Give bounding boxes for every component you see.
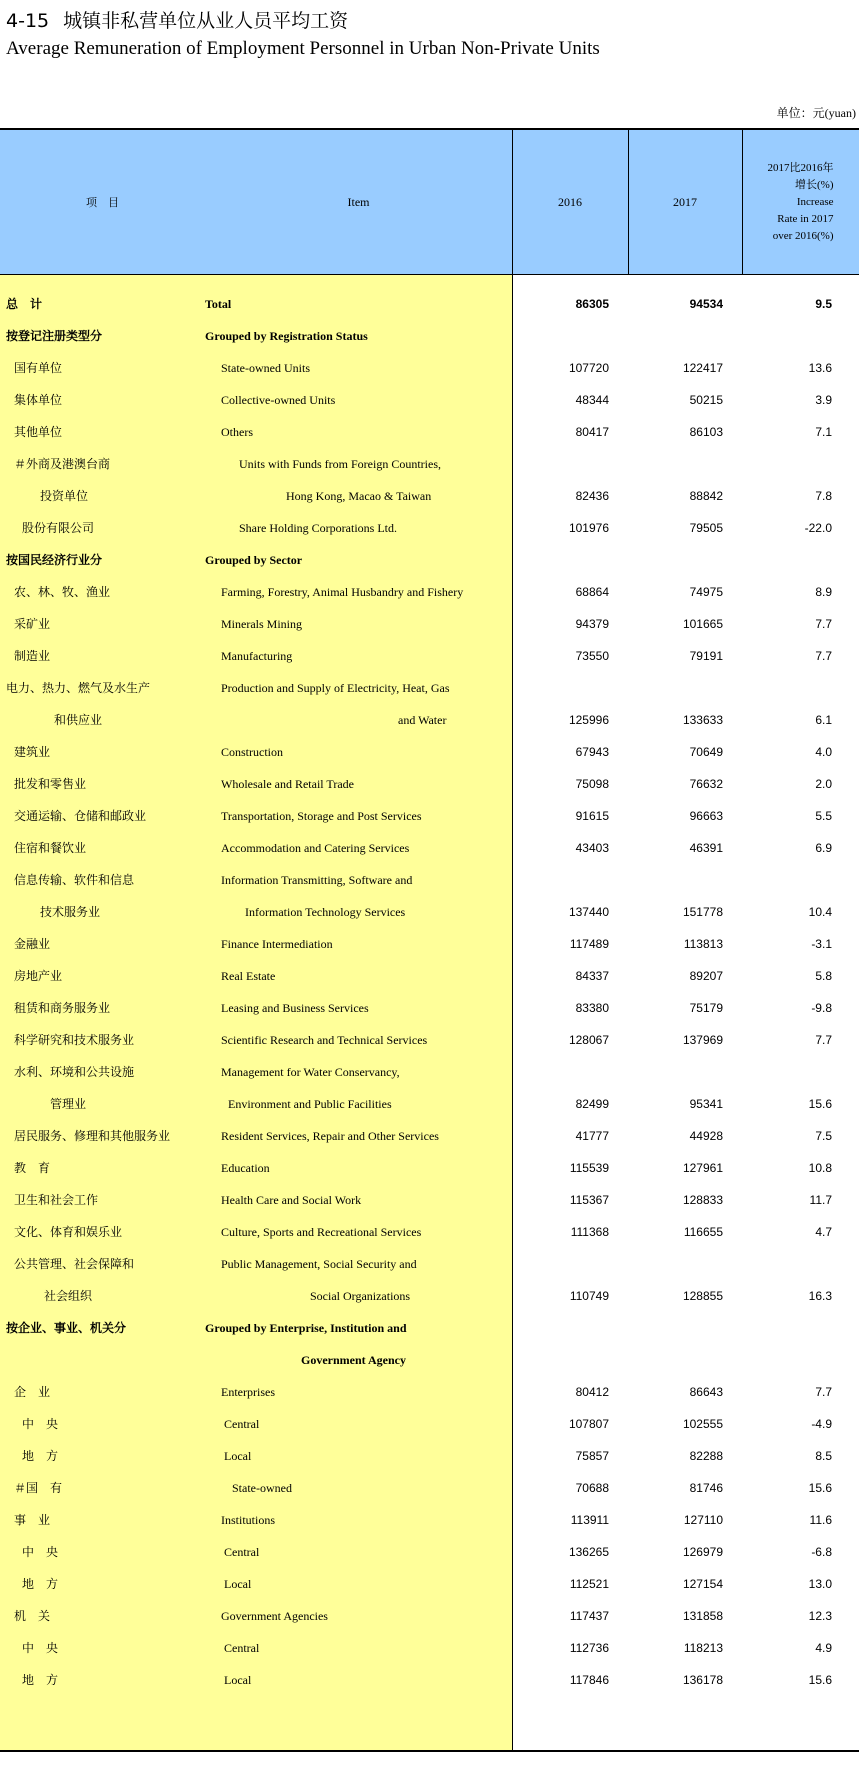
value-increase: 13.0 [808,1577,832,1591]
table-row [0,288,859,320]
value-increase: 15.6 [808,1673,832,1687]
value-2016: 70688 [575,1481,609,1495]
table-number: 4-15 [6,10,50,32]
row-label-cn: 金融业 [14,937,51,951]
header-increase [742,130,859,274]
row-label-cn: 和供应业 [54,713,103,727]
table-row [0,864,859,896]
value-2017: 79191 [689,649,723,663]
table-row [0,1088,859,1120]
value-2017: 131858 [682,1609,723,1623]
table-row [0,800,859,832]
value-increase: 3.9 [815,393,832,407]
value-2017: 46391 [689,841,723,855]
row-label-cn: 水利、环境和公共设施 [14,1065,135,1079]
table-row [0,736,859,768]
table-row [0,1472,859,1504]
row-label-en: Total [205,297,232,311]
value-2017: 133633 [682,713,723,727]
header-increase-line: 2017比2016年 [767,161,834,174]
value-2016: 117489 [569,937,609,951]
row-label-cn: 信息传输、软件和信息 [14,873,135,887]
table-row [0,384,859,416]
table-row [0,672,859,704]
value-increase: 7.7 [815,1385,832,1399]
row-label-en: Finance Intermediation [221,937,333,951]
value-2017: 88842 [689,489,723,503]
row-label-cn: 公共管理、社会保障和 [14,1257,135,1271]
table-row [0,1504,859,1536]
row-label-en: Grouped by Registration Status [205,329,368,343]
value-increase: 7.5 [815,1129,832,1143]
row-label-cn: 科学研究和技术服务业 [14,1033,135,1047]
row-label-cn: 按登记注册类型分 [6,329,103,343]
value-increase: 2.0 [815,777,832,791]
row-label-en: Education [221,1161,270,1175]
value-2016: 117437 [569,1609,609,1623]
row-label-en: Collective-owned Units [221,393,336,407]
value-2017: 50215 [689,393,723,407]
row-label-en: Hong Kong, Macao & Taiwan [286,489,432,503]
value-2017: 79505 [689,521,723,535]
value-2016: 128067 [568,1033,609,1047]
value-2017: 95341 [689,1097,723,1111]
value-2017: 151778 [682,905,723,919]
table-row [0,1664,859,1696]
header-2016: 2016 [558,194,582,209]
value-increase: 7.7 [815,649,832,663]
row-label-cn: 事 业 [14,1513,51,1527]
row-label-cn: 社会组织 [44,1289,93,1303]
row-label-cn: 地 方 [22,1449,59,1463]
value-increase: 6.1 [815,713,832,727]
value-increase: 7.7 [815,1033,832,1047]
row-label-cn: 总 计 [6,297,43,311]
row-label-en: Central [224,1641,260,1655]
value-2016: 115367 [569,1193,609,1207]
value-2017: 126979 [682,1545,723,1559]
row-label-en: State-owned Units [221,361,310,375]
row-label-en: Management for Water Conservancy, [221,1065,400,1079]
row-label-cn: 中 央 [22,1641,59,1655]
row-label-cn: 制造业 [14,649,51,663]
row-label-cn: 教 育 [14,1161,51,1175]
value-2016: 83380 [575,1001,609,1015]
row-label-en: and Water [398,713,447,727]
value-increase: 16.3 [808,1289,832,1303]
value-2017: 44928 [689,1129,723,1143]
row-label-en: Public Management, Social Security and [221,1257,417,1271]
row-label-cn: 技术服务业 [40,905,101,919]
row-label-cn: 按企业、事业、机关分 [6,1321,127,1335]
row-label-cn: 股份有限公司 [22,521,95,535]
row-label-cn: 卫生和社会工作 [14,1193,99,1207]
value-2016: 117846 [569,1673,609,1687]
table-row [0,608,859,640]
value-2016: 111368 [570,1225,609,1239]
table-row [0,832,859,864]
table-row [0,544,859,576]
value-2017: 127154 [682,1577,723,1591]
table-row [0,1568,859,1600]
row-label-en: Minerals Mining [221,617,302,631]
table-row [0,704,859,736]
row-label-en: Transportation, Storage and Post Services [221,809,422,823]
row-label-cn: 企 业 [14,1385,51,1399]
table-row [0,1248,859,1280]
header-2017: 2017 [673,194,697,209]
table-row [0,352,859,384]
table-title-cn [6,6,348,33]
value-2017: 74975 [689,585,723,599]
table-bottom-rule [0,1750,859,1752]
value-increase: 7.7 [815,617,832,631]
header-increase-line: Increase [796,195,834,208]
value-2016: 113911 [570,1513,609,1527]
value-2016: 94379 [575,617,609,631]
row-label-en: Government Agency [301,1353,406,1367]
table-row [0,896,859,928]
table-title-en: Average Remuneration of Employment Personnel in Urban Non-Private Units [6,38,600,59]
table-body [0,288,859,1696]
value-2016: 41777 [575,1129,609,1143]
table-row [0,448,859,480]
row-label-en: Others [221,425,253,439]
row-label-cn: 其他单位 [14,425,63,439]
table-row [0,1376,859,1408]
value-increase: 15.6 [808,1481,832,1495]
value-increase: 11.7 [809,1193,832,1207]
value-increase: 7.8 [815,489,832,503]
table-row [0,1344,859,1376]
data-table [0,128,859,1750]
table-row [0,1024,859,1056]
table-row [0,576,859,608]
value-2016: 84337 [575,969,609,983]
table-row [0,1536,859,1568]
row-label-cn: 房地产业 [14,969,63,983]
row-label-en: Culture, Sports and Recreational Services [221,1225,422,1239]
row-label-en: Local [224,1577,252,1591]
value-2016: 101976 [568,521,609,535]
row-label-cn: 居民服务、修理和其他服务业 [14,1129,171,1143]
table-row [0,992,859,1024]
value-2017: 70649 [689,745,723,759]
value-increase: 4.7 [815,1225,832,1239]
value-increase: 5.5 [815,809,832,823]
value-increase: -3.1 [811,937,832,951]
value-2017: 127961 [682,1161,723,1175]
row-label-cn: ＃外商及港澳台商 [14,457,111,471]
header-item-en: Item [347,194,370,209]
table-row [0,512,859,544]
value-increase: 4.0 [815,745,832,759]
value-2016: 125996 [568,713,609,727]
column-divider [628,130,629,275]
row-label-cn: 农、林、牧、渔业 [14,585,111,599]
value-2016: 112521 [569,1577,609,1591]
value-increase: 6.9 [815,841,832,855]
row-label-en: Health Care and Social Work [221,1193,362,1207]
row-label-en: Information Transmitting, Software and [221,873,413,887]
row-label-cn: 文化、体育和娱乐业 [14,1225,123,1239]
row-label-cn: 住宿和餐饮业 [14,841,87,855]
header-item-cn: 项 目 [86,196,119,209]
value-2017: 118213 [683,1641,723,1655]
row-label-en: Central [224,1417,260,1431]
row-label-en: Leasing and Business Services [221,1001,369,1015]
row-label-cn: 地 方 [22,1673,59,1687]
unit-label-en: (yuan) [824,106,856,120]
value-2016: 67943 [575,745,609,759]
value-increase: 4.9 [815,1641,832,1655]
row-label-en: Local [224,1449,252,1463]
value-2017: 76632 [689,777,723,791]
unit-label [777,104,856,121]
value-increase: 8.5 [815,1449,832,1463]
table-row [0,480,859,512]
table-row [0,1120,859,1152]
value-2016: 136265 [568,1545,609,1559]
row-label-en: Grouped by Sector [205,553,303,567]
table-row [0,1312,859,1344]
table-row [0,1152,859,1184]
value-increase: -22.0 [804,521,832,535]
row-label-en: Manufacturing [221,649,293,663]
table-row [0,320,859,352]
value-2017: 122417 [682,361,723,375]
table-row [0,960,859,992]
value-2016: 75098 [575,777,609,791]
row-label-cn: 国有单位 [14,361,63,375]
value-2016: 112736 [569,1641,609,1655]
value-increase: 11.6 [809,1513,832,1527]
table-row [0,1216,859,1248]
row-label-cn: 集体单位 [14,393,63,407]
value-increase: 10.4 [808,905,832,919]
row-label-en: Enterprises [221,1385,275,1399]
table-row [0,640,859,672]
row-label-en: Social Organizations [310,1289,411,1303]
value-2017: 127110 [683,1513,723,1527]
value-2017: 81746 [689,1481,723,1495]
row-label-cn: 采矿业 [14,617,51,631]
value-2017: 82288 [689,1449,723,1463]
row-label-en: Government Agencies [221,1609,328,1623]
row-label-en: Institutions [221,1513,276,1527]
column-divider [742,130,743,275]
row-label-en: Units with Funds from Foreign Countries, [239,457,442,471]
row-label-en: Grouped by Enterprise, Institution and [205,1321,407,1335]
row-label-en: Share Holding Corporations Ltd. [239,521,397,535]
value-2016: 110749 [569,1289,609,1303]
row-label-en: Real Estate [221,969,276,983]
row-label-en: Environment and Public Facilities [228,1097,392,1111]
row-label-cn: 批发和零售业 [14,777,87,791]
row-label-en: Wholesale and Retail Trade [221,777,354,791]
value-2017: 128833 [682,1193,723,1207]
value-2016: 107807 [568,1417,609,1431]
row-label-en: Resident Services, Repair and Other Services [221,1129,439,1143]
row-label-en: Scientific Research and Technical Services [221,1033,428,1047]
table-row [0,1408,859,1440]
table-title-cn-text: 城镇非私营单位从业人员平均工资 [63,10,349,32]
row-label-en: Information Technology Services [245,905,406,919]
row-label-en: Local [224,1673,252,1687]
unit-label-cn: 单位：元 [776,106,825,120]
value-increase: 10.8 [808,1161,832,1175]
table-row [0,1440,859,1472]
table-row [0,1056,859,1088]
value-2016: 107720 [568,361,609,375]
value-2017: 102555 [682,1417,723,1431]
row-label-cn: 租赁和商务服务业 [14,1001,111,1015]
row-label-cn: 按国民经济行业分 [6,553,103,567]
value-2017: 101665 [682,617,723,631]
value-2016: 91615 [575,809,609,823]
value-2017: 94534 [689,297,723,311]
row-label-cn: 中 央 [22,1417,59,1431]
row-label-en: Farming, Forestry, Animal Husbandry and Fishery [221,585,464,599]
value-increase: 8.9 [815,585,832,599]
header-increase-line: over 2016(%) [772,229,834,242]
value-2017: 116655 [683,1225,723,1239]
row-label-en: Construction [221,745,283,759]
row-label-cn: 投资单位 [40,489,89,503]
value-increase: 9.5 [815,297,832,311]
value-2016: 80417 [575,425,609,439]
row-label-en: Central [224,1545,260,1559]
row-label-cn: 管理业 [50,1097,87,1111]
value-increase: 15.6 [808,1097,832,1111]
value-2017: 128855 [682,1289,723,1303]
value-2017: 89207 [689,969,723,983]
row-label-cn: 机 关 [14,1609,51,1623]
value-2016: 68864 [575,585,609,599]
table-header [0,130,859,275]
table-row [0,768,859,800]
value-2016: 73550 [575,649,609,663]
header-increase-line: 增长(%) [795,178,834,191]
value-increase: 12.3 [808,1609,832,1623]
value-increase: -4.9 [811,1417,832,1431]
value-2016: 137440 [568,905,609,919]
row-label-cn: 建筑业 [14,745,51,759]
row-label-cn: 地 方 [22,1577,59,1591]
value-2016: 82436 [575,489,609,503]
table-row [0,1600,859,1632]
value-2017: 136178 [682,1673,723,1687]
value-2016: 115539 [569,1161,609,1175]
table-row [0,1184,859,1216]
row-label-en: Production and Supply of Electricity, Heat, Gas [221,681,450,695]
value-increase: 5.8 [815,969,832,983]
value-2016: 43403 [575,841,609,855]
value-2016: 82499 [575,1097,609,1111]
value-2017: 113813 [683,937,723,951]
value-2017: 137969 [682,1033,723,1047]
row-label-en: State-owned [232,1481,292,1495]
value-increase: -6.8 [811,1545,832,1559]
table-row [0,416,859,448]
value-increase: -9.8 [811,1001,832,1015]
value-2016: 48344 [575,393,609,407]
table-row [0,1280,859,1312]
value-increase: 13.6 [808,361,832,375]
table-row [0,928,859,960]
value-2017: 86103 [689,425,723,439]
value-2016: 80412 [575,1385,609,1399]
value-2017: 86643 [689,1385,723,1399]
value-2017: 96663 [689,809,723,823]
row-label-cn: 中 央 [22,1545,59,1559]
row-label-cn: 电力、热力、燃气及水生产 [6,681,151,695]
value-increase: 7.1 [815,425,832,439]
row-label-cn: ＃国 有 [14,1481,63,1495]
table-row [0,1632,859,1664]
row-label-en: Accommodation and Catering Services [221,841,410,855]
value-2017: 75179 [689,1001,723,1015]
value-2016: 86305 [575,297,609,311]
header-increase-line: Rate in 2017 [777,212,834,225]
value-2016: 75857 [575,1449,609,1463]
row-label-cn: 交通运输、仓储和邮政业 [14,809,147,823]
